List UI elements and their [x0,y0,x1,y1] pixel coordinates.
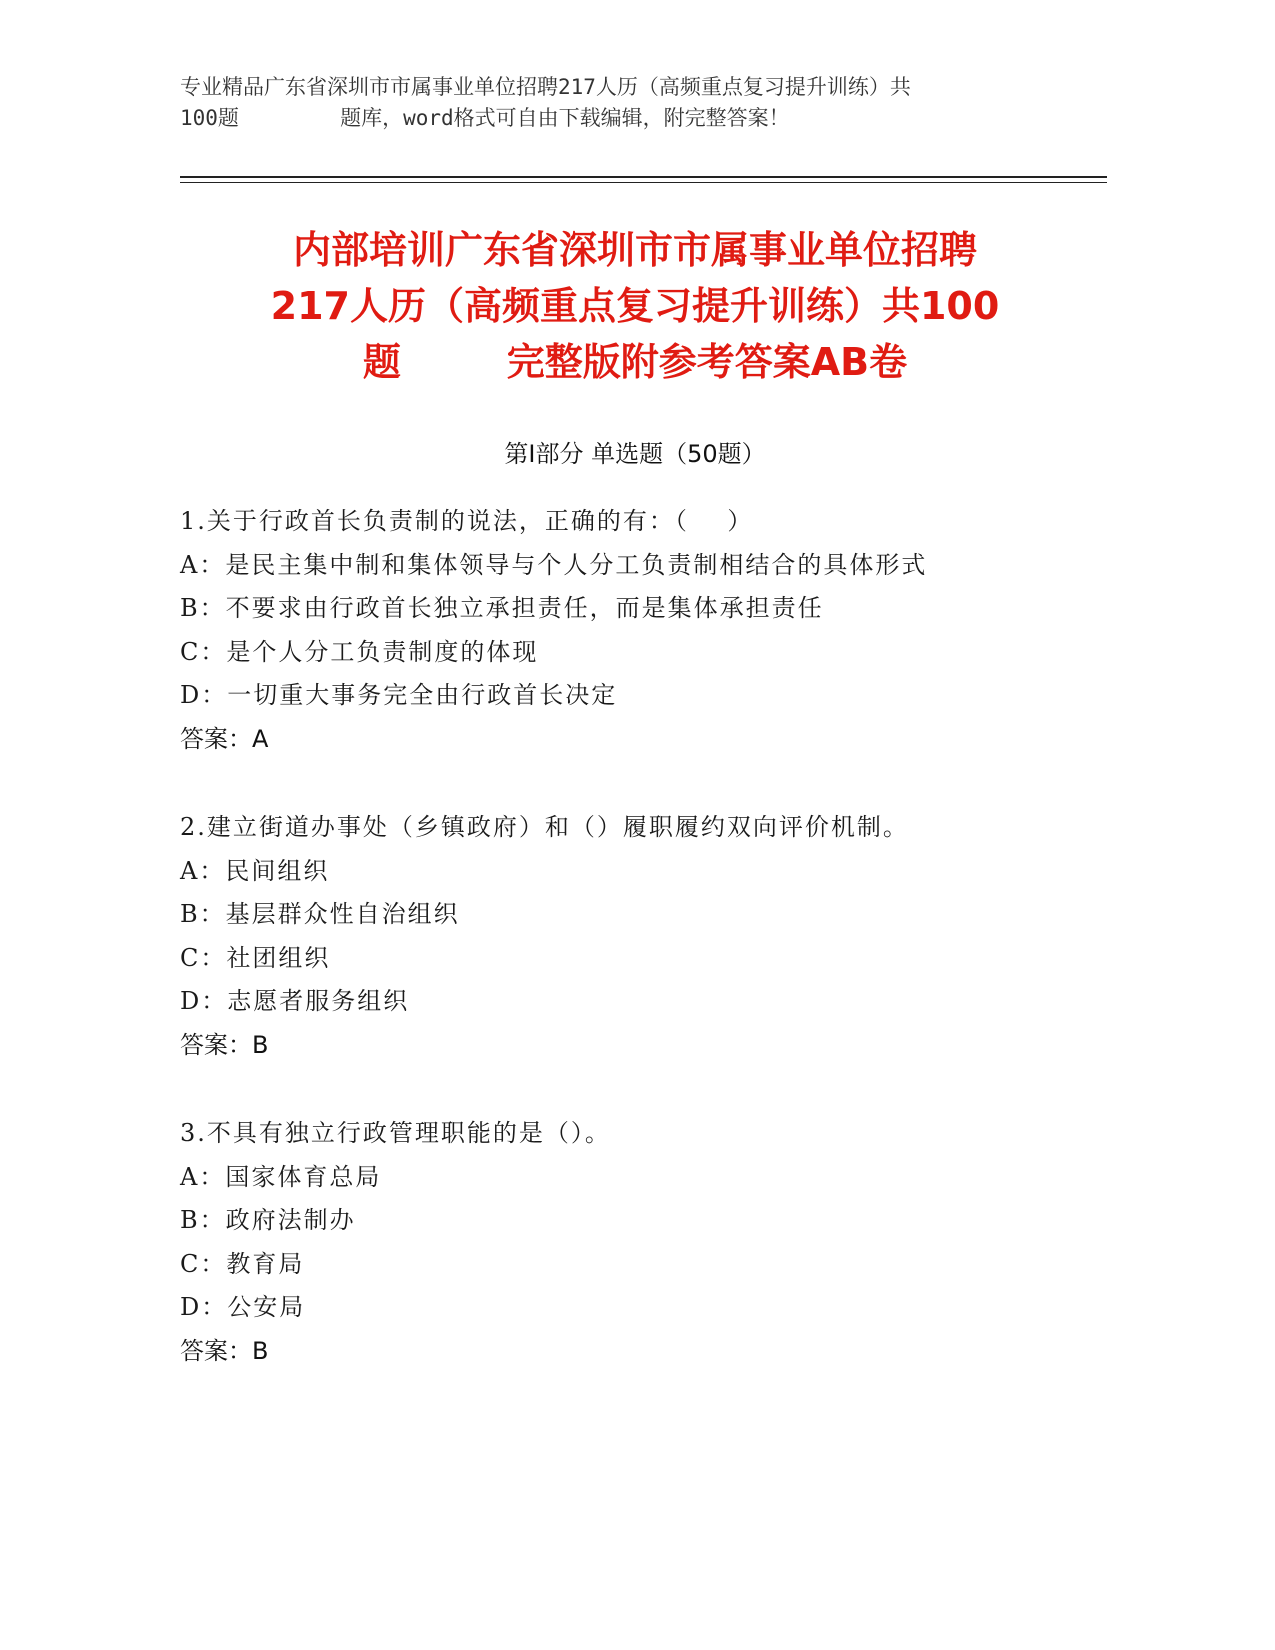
question-3 [180,1112,1080,1373]
option-d: D：志愿者服务组织 [180,987,410,1015]
question-stem: 1.关于行政首长负责制的说法，正确的有：（ ） [180,507,754,535]
answer-line: 答案：A [180,724,269,753]
option-c: C：是个人分工负责制度的体现 [180,637,539,666]
option-a: A：是民主集中制和集体领导与个人分工负责制相结合的具体形式 [180,550,928,579]
option-d: D：一切重大事务完全由行政首长决定 [180,681,618,709]
option-a: A：国家体育总局 [180,1162,382,1191]
question-2 [180,806,1080,1067]
question-1 [180,500,1080,761]
header-divider-thin [180,182,1107,183]
option-b: B：不要求由行政首长独立承担责任，而是集体承担责任 [180,594,824,622]
section-heading: 第Ⅰ部分 单选题（50题） [504,440,766,468]
option-c: C：教育局 [180,1249,305,1278]
option-b: B：基层群众性自治组织 [180,900,460,928]
option-a: A：民间组织 [180,856,330,885]
header-note: 专业精品广东省深圳市市属事业单位招聘217人历（高频重点复习提升训练）共 100题 题库，word格式可自由下载编辑，附完整答案！ [180,75,911,130]
question-stem: 3.不具有独立行政管理职能的是（）。 [180,1119,611,1147]
answer-line: 答案：B [180,1030,269,1059]
document-title: 内部培训广东省深圳市市属事业单位招聘 217人历（高频重点复习提升训练）共100 题 完整版附参考答案AB卷 [270,228,1000,384]
option-b: B：政府法制办 [180,1206,356,1234]
header-divider [180,176,1107,178]
question-stem: 2.建立街道办事处（乡镇政府）和（）履职履约双向评价机制。 [180,813,909,841]
option-c: C：社团组织 [180,943,331,972]
option-d: D：公安局 [180,1293,306,1321]
answer-line: 答案：B [180,1336,269,1365]
